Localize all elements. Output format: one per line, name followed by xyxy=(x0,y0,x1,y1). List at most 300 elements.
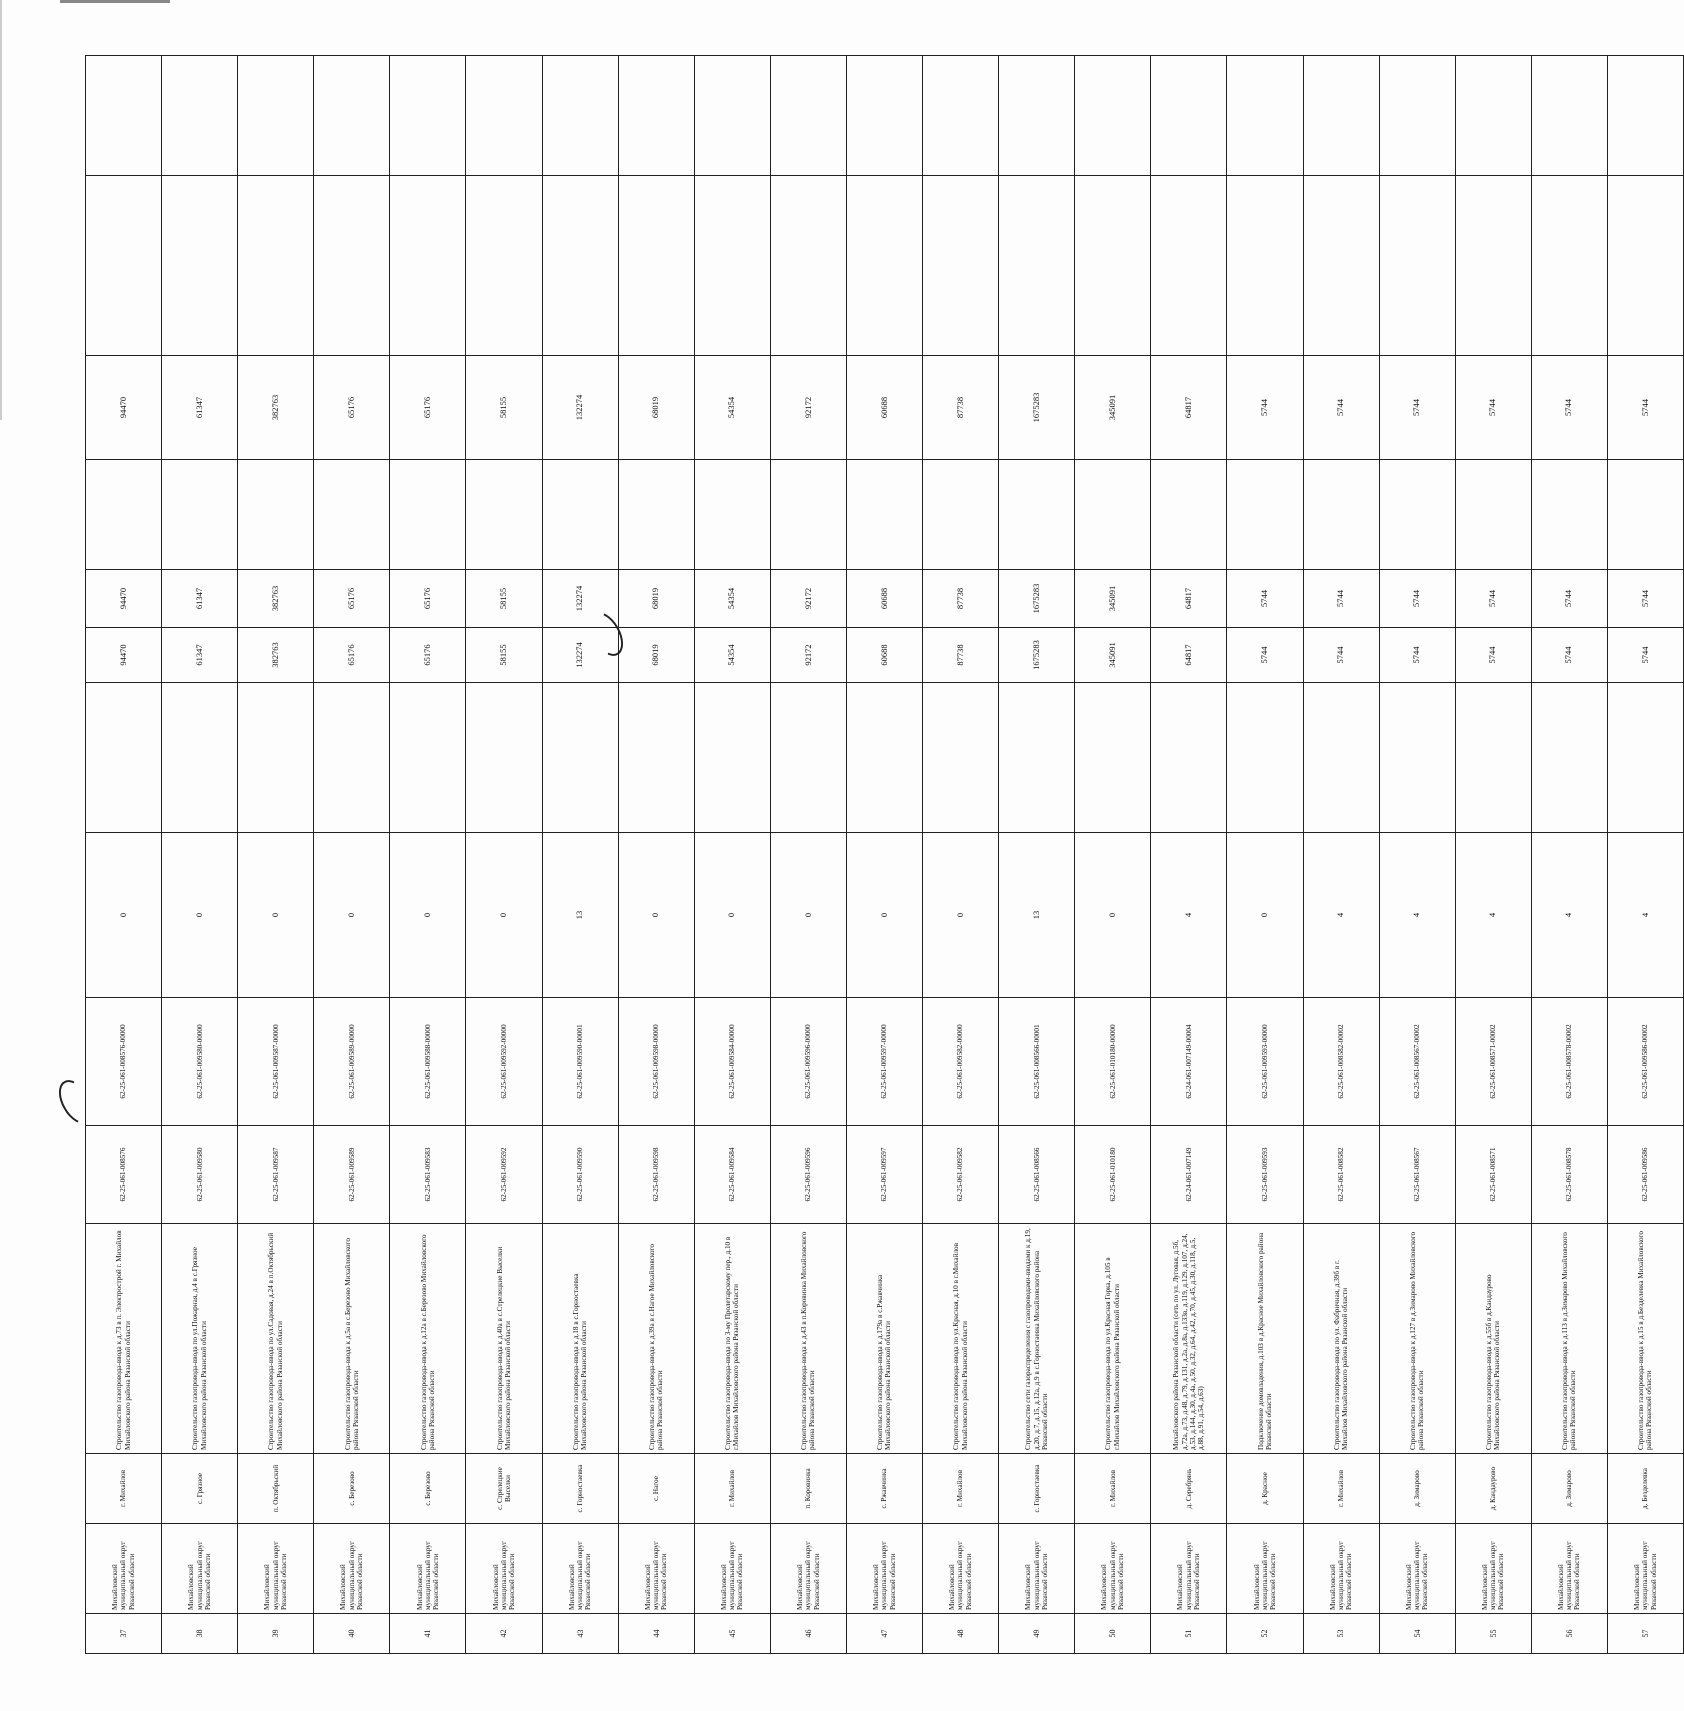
cost-cell: 68019 xyxy=(618,356,694,460)
cost-cell: 64817 xyxy=(1151,570,1227,628)
count-cell: 4 xyxy=(1151,833,1227,998)
blank-cell xyxy=(1227,460,1303,570)
object-description-cell: Строительство газопровода-ввода по 3-му Пролетарскому пер., д.10 в г.Михайлов Михайловского района Рязанской области xyxy=(694,1224,770,1454)
row-number: 51 xyxy=(1151,1614,1227,1654)
blank-cell xyxy=(1075,56,1151,176)
row-number: 44 xyxy=(618,1614,694,1654)
application-number-cell: 62-25-061-010180 xyxy=(1075,1126,1151,1224)
blank-cell xyxy=(770,460,846,570)
locality-cell: с. Березово xyxy=(314,1454,390,1524)
row-number: 57 xyxy=(1607,1614,1683,1654)
object-description-cell: Строительство газопровода-ввода к д.15 в д.Безделевка Михайловского района Рязанской области xyxy=(1607,1224,1683,1454)
contract-number-cell: 62-25-061-008567-00002 xyxy=(1379,998,1455,1126)
count-cell: 0 xyxy=(238,833,314,998)
cost-cell: 94470 xyxy=(86,570,162,628)
contract-number-cell: 62-25-061-009597-00000 xyxy=(846,998,922,1126)
row-number: 55 xyxy=(1455,1614,1531,1654)
table-row xyxy=(314,56,390,1654)
blank-cell xyxy=(238,683,314,833)
object-description-cell: Строительство газопровода-ввода по ул.Пожарная, д.4 в с.Грязное Михайловского района Рязанской области xyxy=(162,1224,238,1454)
cost-cell: 68019 xyxy=(618,628,694,683)
blank-cell xyxy=(390,56,466,176)
blank-cell xyxy=(466,460,542,570)
contract-number-cell: 62-25-061-009590-00001 xyxy=(542,998,618,1126)
cost-cell: 64817 xyxy=(1151,356,1227,460)
count-cell: 4 xyxy=(1303,833,1379,998)
contract-number-cell: 62-25-061-009598-00000 xyxy=(618,998,694,1126)
blank-cell xyxy=(238,460,314,570)
cost-cell: 65176 xyxy=(314,628,390,683)
cost-cell: 65176 xyxy=(314,570,390,628)
blank-cell xyxy=(694,460,770,570)
cost-cell: 60688 xyxy=(846,570,922,628)
locality-cell: п. Коровинка xyxy=(770,1454,846,1524)
cost-cell: 1675283 xyxy=(999,356,1075,460)
blank-cell xyxy=(1531,56,1607,176)
blank-cell xyxy=(1607,56,1683,176)
contract-number-cell: 62-25-061-010180-00000 xyxy=(1075,998,1151,1126)
row-number: 39 xyxy=(238,1614,314,1654)
cost-cell: 382763 xyxy=(238,570,314,628)
locality-cell: с. Горностаевка xyxy=(542,1454,618,1524)
table-row xyxy=(1303,56,1379,1654)
count-cell: 0 xyxy=(770,833,846,998)
contract-number-cell: 62-25-061-008578-00002 xyxy=(1531,998,1607,1126)
blank-cell xyxy=(86,56,162,176)
blank-cell xyxy=(1303,176,1379,356)
application-number-cell: 62-24-061-007149 xyxy=(1151,1126,1227,1224)
municipality-cell: Михайловский муниципальный округ Рязанской области xyxy=(466,1524,542,1614)
blank-cell xyxy=(923,56,999,176)
blank-cell xyxy=(1607,460,1683,570)
table-row xyxy=(238,56,314,1654)
table-row xyxy=(1607,56,1683,1654)
object-description-cell: Строительство газопровода-ввода по ул.Красная Горка, д.105 в г.Михайлов Михайловского района Рязанской области xyxy=(1075,1224,1151,1454)
cost-cell: 68019 xyxy=(618,570,694,628)
blank-cell xyxy=(618,460,694,570)
cost-cell: 94470 xyxy=(86,356,162,460)
count-cell: 0 xyxy=(1227,833,1303,998)
municipality-cell: Михайловский муниципальный округ Рязанской области xyxy=(86,1524,162,1614)
cost-cell: 92172 xyxy=(770,628,846,683)
table-row xyxy=(1075,56,1151,1654)
blank-cell xyxy=(770,56,846,176)
blank-cell xyxy=(1151,460,1227,570)
blank-cell xyxy=(1607,683,1683,833)
municipality-cell: Михайловский муниципальный округ Рязанской области xyxy=(923,1524,999,1614)
municipality-cell: Михайловский муниципальный округ Рязанской области xyxy=(1531,1524,1607,1614)
locality-cell: с. Стрелецкие Выселки xyxy=(466,1454,542,1524)
cost-cell: 5744 xyxy=(1227,570,1303,628)
row-number: 56 xyxy=(1531,1614,1607,1654)
blank-cell xyxy=(1151,56,1227,176)
cost-cell: 54354 xyxy=(694,628,770,683)
cost-cell: 5744 xyxy=(1379,356,1455,460)
count-cell: 0 xyxy=(694,833,770,998)
blank-cell xyxy=(1379,460,1455,570)
cost-cell: 5744 xyxy=(1531,356,1607,460)
blank-cell xyxy=(1151,176,1227,356)
blank-cell xyxy=(1075,460,1151,570)
object-description-cell: Строительство газопровода-ввода к д.127 в д.Зимарово Михайловского района Рязанской области xyxy=(1379,1224,1455,1454)
cost-cell: 345091 xyxy=(1075,570,1151,628)
blank-cell xyxy=(923,683,999,833)
object-description-cell: Строительство газопровода-ввода к д.18 в с.Горностаевка Михайловского района Рязанской области xyxy=(542,1224,618,1454)
blank-cell xyxy=(694,176,770,356)
cost-cell: 5744 xyxy=(1607,570,1683,628)
object-description-cell: Строительство газопровода-ввода к д.39а в с.Нагое Михайловского района Рязанской области xyxy=(618,1224,694,1454)
blank-cell xyxy=(1379,56,1455,176)
application-number-cell: 62-25-061-009589 xyxy=(314,1126,390,1224)
municipality-cell: Михайловский муниципальный округ Рязанской области xyxy=(1303,1524,1379,1614)
row-number: 53 xyxy=(1303,1614,1379,1654)
cost-cell: 58155 xyxy=(466,628,542,683)
contract-number-cell: 62-25-061-009592-00000 xyxy=(466,998,542,1126)
count-cell: 4 xyxy=(1531,833,1607,998)
blank-cell xyxy=(999,683,1075,833)
object-description-cell: Подключение домовладения, д.103 в д.Красное Михайловского района Рязанской области xyxy=(1227,1224,1303,1454)
count-cell: 13 xyxy=(999,833,1075,998)
locality-cell: с. Березово xyxy=(390,1454,466,1524)
blank-cell xyxy=(770,176,846,356)
municipality-cell: Михайловский муниципальный округ Рязанской области xyxy=(1607,1524,1683,1614)
blank-cell xyxy=(390,460,466,570)
blank-cell xyxy=(999,176,1075,356)
cost-cell: 58155 xyxy=(466,570,542,628)
gasification-table xyxy=(85,55,1684,1654)
table-body xyxy=(86,56,1684,1654)
cost-cell: 64817 xyxy=(1151,628,1227,683)
locality-cell: д. Красное xyxy=(1227,1454,1303,1524)
table-row xyxy=(923,56,999,1654)
municipality-cell: Михайловский муниципальный округ Рязанской области xyxy=(162,1524,238,1614)
application-number-cell: 62-25-061-009580 xyxy=(162,1126,238,1224)
blank-cell xyxy=(162,460,238,570)
blank-cell xyxy=(1455,56,1531,176)
application-number-cell: 62-25-061-009587 xyxy=(238,1126,314,1224)
municipality-cell: Михайловский муниципальный округ Рязанской области xyxy=(390,1524,466,1614)
table-row xyxy=(1227,56,1303,1654)
blank-cell xyxy=(618,683,694,833)
contract-number-cell: 62-25-061-009586-00002 xyxy=(1607,998,1683,1126)
blank-cell xyxy=(694,683,770,833)
blank-cell xyxy=(542,460,618,570)
count-cell: 0 xyxy=(618,833,694,998)
locality-cell: д. Зимарово xyxy=(1531,1454,1607,1524)
cost-cell: 65176 xyxy=(314,356,390,460)
application-number-cell: 62-25-061-009584 xyxy=(694,1126,770,1224)
blank-cell xyxy=(238,56,314,176)
row-number: 37 xyxy=(86,1614,162,1654)
contract-number-cell: 62-24-061-007149-00004 xyxy=(1151,998,1227,1126)
cost-cell: 58155 xyxy=(466,356,542,460)
cost-cell: 132274 xyxy=(542,570,618,628)
blank-cell xyxy=(694,56,770,176)
blank-cell xyxy=(1303,460,1379,570)
blank-cell xyxy=(1303,683,1379,833)
blank-cell xyxy=(1227,683,1303,833)
row-number: 45 xyxy=(694,1614,770,1654)
municipality-cell: Михайловский муниципальный округ Рязанской области xyxy=(1227,1524,1303,1614)
blank-cell xyxy=(846,683,922,833)
application-number-cell: 62-25-061-009592 xyxy=(466,1126,542,1224)
cost-cell: 87738 xyxy=(923,356,999,460)
object-description-cell: Михайловского района Рязанской области (сеть по ул. Луговая, д.5б, д.72а, д.73, д.48, д.79, д.131, д.2а, д.8а, д.133в, д.119, д.129, д.107, д.24, д.53, д.144, д.30, д.4а, д.50, д.32, д.64, д.42, д.70, д.45, д.30, д.118, д.5, д.88, д.91, д.54, д.63) xyxy=(1151,1224,1227,1454)
locality-cell: г. Михайлов xyxy=(1075,1454,1151,1524)
count-cell: 4 xyxy=(1379,833,1455,998)
contract-number-cell: 62-25-061-009582-00000 xyxy=(923,998,999,1126)
blank-cell xyxy=(314,683,390,833)
object-description-cell: Строительство газопровода-ввода к д.43 в п.Коровинка Михайловского района Рязанской области xyxy=(770,1224,846,1454)
table-row xyxy=(1379,56,1455,1654)
municipality-cell: Михайловский муниципальный округ Рязанской области xyxy=(542,1524,618,1614)
cost-cell: 94470 xyxy=(86,628,162,683)
object-description-cell: Строительство газопровода-ввода к д.179а в с.Ржавчинка Михайловского района Рязанской области xyxy=(846,1224,922,1454)
blank-cell xyxy=(1075,176,1151,356)
row-number: 43 xyxy=(542,1614,618,1654)
municipality-cell: Михайловский муниципальный округ Рязанской области xyxy=(238,1524,314,1614)
blank-cell xyxy=(466,56,542,176)
blank-cell xyxy=(314,176,390,356)
municipality-cell: Михайловский муниципальный округ Рязанской области xyxy=(1075,1524,1151,1614)
application-number-cell: 62-25-061-008571 xyxy=(1455,1126,1531,1224)
municipality-cell: Михайловский муниципальный округ Рязанской области xyxy=(618,1524,694,1614)
cost-cell: 61347 xyxy=(162,570,238,628)
count-cell: 0 xyxy=(162,833,238,998)
blank-cell xyxy=(999,56,1075,176)
blank-cell xyxy=(390,683,466,833)
cost-cell: 5744 xyxy=(1379,570,1455,628)
blank-cell xyxy=(390,176,466,356)
blank-cell xyxy=(86,176,162,356)
municipality-cell: Михайловский муниципальный округ Рязанской области xyxy=(770,1524,846,1614)
application-number-cell: 62-25-061-008576 xyxy=(86,1126,162,1224)
locality-cell: д. Безделевка xyxy=(1607,1454,1683,1524)
row-number: 52 xyxy=(1227,1614,1303,1654)
blank-cell xyxy=(846,460,922,570)
locality-cell: с. Горностаевка xyxy=(999,1454,1075,1524)
count-cell: 0 xyxy=(846,833,922,998)
contract-number-cell: 62-25-061-009580-00000 xyxy=(162,998,238,1126)
cost-cell: 5744 xyxy=(1531,628,1607,683)
contract-number-cell: 62-25-061-009589-00000 xyxy=(314,998,390,1126)
object-description-cell: Строительство газопровода-ввода к д.113 в д.Зимарово Михайловского района Рязанской области xyxy=(1531,1224,1607,1454)
count-cell: 4 xyxy=(1607,833,1683,998)
blank-cell xyxy=(1455,460,1531,570)
application-number-cell: 62-25-061-009583 xyxy=(390,1126,466,1224)
cost-cell: 5744 xyxy=(1455,628,1531,683)
blank-cell xyxy=(542,56,618,176)
municipality-cell: Михайловский муниципальный округ Рязанской области xyxy=(1379,1524,1455,1614)
blank-cell xyxy=(770,683,846,833)
locality-cell: д. Кандаурово xyxy=(1455,1454,1531,1524)
count-cell: 0 xyxy=(86,833,162,998)
application-number-cell: 62-25-061-008567 xyxy=(1379,1126,1455,1224)
table-row xyxy=(390,56,466,1654)
locality-cell: д. Серебрянь xyxy=(1151,1454,1227,1524)
table-row xyxy=(1531,56,1607,1654)
row-number: 47 xyxy=(846,1614,922,1654)
application-number-cell: 62-25-061-008566 xyxy=(999,1126,1075,1224)
cost-cell: 65176 xyxy=(390,628,466,683)
blank-cell xyxy=(162,683,238,833)
table-row xyxy=(846,56,922,1654)
cost-cell: 5744 xyxy=(1607,628,1683,683)
blank-cell xyxy=(846,176,922,356)
cost-cell: 5744 xyxy=(1455,356,1531,460)
count-cell: 0 xyxy=(1075,833,1151,998)
cost-cell: 1675283 xyxy=(999,628,1075,683)
cost-cell: 65176 xyxy=(390,356,466,460)
blank-cell xyxy=(846,56,922,176)
row-number: 54 xyxy=(1379,1614,1455,1654)
application-number-cell: 62-25-061-009596 xyxy=(770,1126,846,1224)
cost-cell: 87738 xyxy=(923,628,999,683)
blank-cell xyxy=(542,683,618,833)
object-description-cell: Строительство газопровода-ввода к д.55б в д.Кандаурово Михайловского района Рязанской области xyxy=(1455,1224,1531,1454)
locality-cell: с. Нагое xyxy=(618,1454,694,1524)
cost-cell: 5744 xyxy=(1303,356,1379,460)
blank-cell xyxy=(466,683,542,833)
cost-cell: 382763 xyxy=(238,356,314,460)
cost-cell: 60688 xyxy=(846,628,922,683)
contract-number-cell: 62-25-061-009588-00000 xyxy=(390,998,466,1126)
contract-number-cell: 62-25-061-009593-00000 xyxy=(1227,998,1303,1126)
application-number-cell: 62-25-061-008578 xyxy=(1531,1126,1607,1224)
municipality-cell: Михайловский муниципальный округ Рязанской области xyxy=(999,1524,1075,1614)
contract-number-cell: 62-25-061-008576-00000 xyxy=(86,998,162,1126)
locality-cell: п. Октябрьский xyxy=(238,1454,314,1524)
count-cell: 0 xyxy=(466,833,542,998)
municipality-cell: Михайловский муниципальный округ Рязанской области xyxy=(694,1524,770,1614)
table-row xyxy=(770,56,846,1654)
cost-cell: 1675283 xyxy=(999,570,1075,628)
object-description-cell: Строительство сети газораспределения с газопроводами-вводами к д.19, д.20, д.7, д.15, д.12а, д.9 в с.Горностаевка Михайловского района Рязанской области xyxy=(999,1224,1075,1454)
cost-cell: 132274 xyxy=(542,356,618,460)
blank-cell xyxy=(314,56,390,176)
cost-cell: 61347 xyxy=(162,628,238,683)
rotated-page xyxy=(85,56,1658,1654)
cost-cell: 54354 xyxy=(694,570,770,628)
blank-cell xyxy=(1531,176,1607,356)
contract-number-cell: 62-25-061-009584-00000 xyxy=(694,998,770,1126)
table-row xyxy=(694,56,770,1654)
table-row xyxy=(466,56,542,1654)
blank-cell xyxy=(999,460,1075,570)
cost-cell: 60688 xyxy=(846,356,922,460)
count-cell: 0 xyxy=(390,833,466,998)
cost-cell: 61347 xyxy=(162,356,238,460)
blank-cell xyxy=(238,176,314,356)
locality-cell: д. Зимарово xyxy=(1379,1454,1455,1524)
blank-cell xyxy=(1151,683,1227,833)
object-description-cell: Строительство газопровода-ввода по ул.Красная, д.10 в г.Михайлов Михайловского района Рязанской области xyxy=(923,1224,999,1454)
blank-cell xyxy=(618,176,694,356)
row-number: 42 xyxy=(466,1614,542,1654)
application-number-cell: 62-25-061-008582 xyxy=(1303,1126,1379,1224)
cost-cell: 5744 xyxy=(1531,570,1607,628)
object-description-cell: Строительство газопровода-ввода по ул.Садовая, д.24 в п.Октябрьский Михайловского района Рязанской области xyxy=(238,1224,314,1454)
blank-cell xyxy=(1531,683,1607,833)
locality-cell: г. Михайлов xyxy=(923,1454,999,1524)
blank-cell xyxy=(162,176,238,356)
cost-cell: 87738 xyxy=(923,570,999,628)
table-row xyxy=(162,56,238,1654)
contract-number-cell: 62-25-061-008566-00001 xyxy=(999,998,1075,1126)
locality-cell: г. Михайлов xyxy=(694,1454,770,1524)
table-row xyxy=(618,56,694,1654)
application-number-cell: 62-25-061-009598 xyxy=(618,1126,694,1224)
object-description-cell: Строительство газопровода-ввода к д.40а в с.Стрелецкие Выселки Михайловского района Рязанской области xyxy=(466,1224,542,1454)
blank-cell xyxy=(542,176,618,356)
row-number: 50 xyxy=(1075,1614,1151,1654)
object-description-cell: Строительство газопровода-ввода к д.12а в с.Березово Михайловского района Рязанской области xyxy=(390,1224,466,1454)
blank-cell xyxy=(1455,176,1531,356)
contract-number-cell: 62-25-061-009596-00000 xyxy=(770,998,846,1126)
blank-cell xyxy=(1455,683,1531,833)
table-row xyxy=(542,56,618,1654)
application-number-cell: 62-25-061-009590 xyxy=(542,1126,618,1224)
blank-cell xyxy=(466,176,542,356)
cost-cell: 5744 xyxy=(1607,356,1683,460)
blank-cell xyxy=(923,460,999,570)
cost-cell: 5744 xyxy=(1455,570,1531,628)
municipality-cell: Михайловский муниципальный округ Рязанской области xyxy=(1151,1524,1227,1614)
row-number: 49 xyxy=(999,1614,1075,1654)
blank-cell xyxy=(1379,176,1455,356)
cost-cell: 65176 xyxy=(390,570,466,628)
application-number-cell: 62-25-061-009593 xyxy=(1227,1126,1303,1224)
blank-cell xyxy=(923,176,999,356)
table-row xyxy=(86,56,162,1654)
cost-cell: 345091 xyxy=(1075,356,1151,460)
blank-cell xyxy=(1227,56,1303,176)
blank-cell xyxy=(1531,460,1607,570)
contract-number-cell: 62-25-061-008582-00002 xyxy=(1303,998,1379,1126)
count-cell: 0 xyxy=(923,833,999,998)
row-number: 48 xyxy=(923,1614,999,1654)
object-description-cell: Строительство газопровода-ввода к д.5а в с.Березово Михайловского района Рязанской области xyxy=(314,1224,390,1454)
table-row xyxy=(1151,56,1227,1654)
count-cell: 13 xyxy=(542,833,618,998)
cost-cell: 382763 xyxy=(238,628,314,683)
scan-edge-mark xyxy=(0,0,2,420)
cost-cell: 92172 xyxy=(770,356,846,460)
table-row xyxy=(999,56,1075,1654)
application-number-cell: 62-25-061-009582 xyxy=(923,1126,999,1224)
cost-cell: 132274 xyxy=(542,628,618,683)
locality-cell: г. Михайлов xyxy=(86,1454,162,1524)
blank-cell xyxy=(162,56,238,176)
object-description-cell: Строительство газопровода-ввода к д.73 в п. Электрострой г. Михайлов Михайловского района Рязанской области xyxy=(86,1224,162,1454)
cost-cell: 5744 xyxy=(1303,628,1379,683)
cost-cell: 92172 xyxy=(770,570,846,628)
table-row xyxy=(1455,56,1531,1654)
object-description-cell: Строительство газопровода-ввода по ул. Фабричная, д.39б в г. Михайлов Михайловского района Рязанской области xyxy=(1303,1224,1379,1454)
blank-cell xyxy=(1075,683,1151,833)
blank-cell xyxy=(1227,176,1303,356)
cost-cell: 5744 xyxy=(1227,356,1303,460)
row-number: 40 xyxy=(314,1614,390,1654)
municipality-cell: Михайловский муниципальный округ Рязанской области xyxy=(846,1524,922,1614)
count-cell: 0 xyxy=(314,833,390,998)
scan-top-mark xyxy=(60,0,170,3)
blank-cell xyxy=(1303,56,1379,176)
municipality-cell: Михайловский муниципальный округ Рязанской области xyxy=(1455,1524,1531,1614)
blank-cell xyxy=(1607,176,1683,356)
blank-cell xyxy=(1379,683,1455,833)
row-number: 41 xyxy=(390,1614,466,1654)
